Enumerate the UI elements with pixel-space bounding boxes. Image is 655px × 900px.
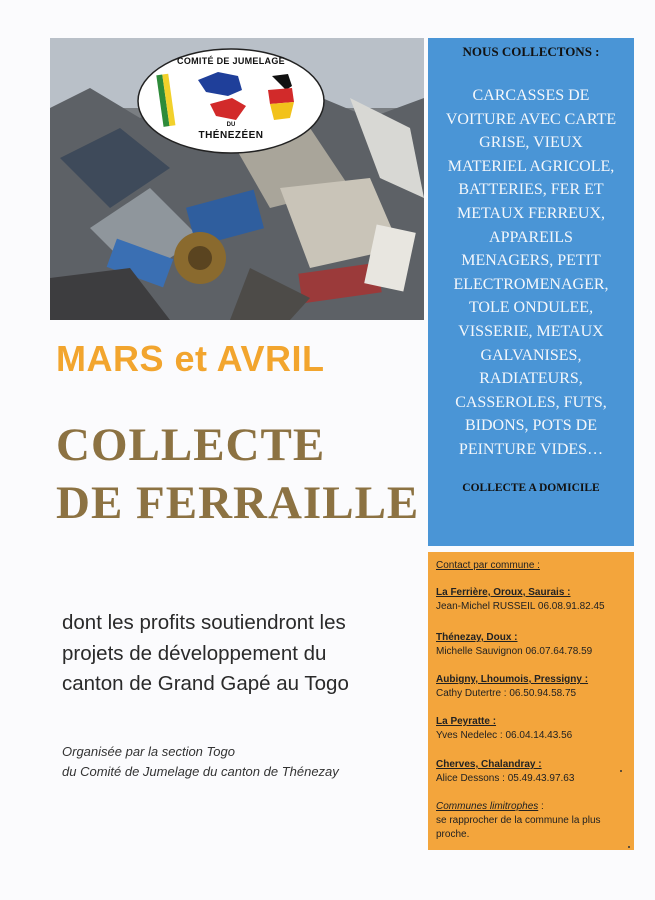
collect-items-box [428,38,634,546]
contact-person: Yves Nedelec : 06.04.14.43.56 [436,730,573,741]
collect-item: APPAREILS [489,228,573,246]
collect-item: VOITURE AVEC CARTE [445,110,617,128]
collect-item: RADIATEURS, [479,370,583,388]
collect-heading: NOUS COLLECTONS : [462,44,600,59]
contact-entry [436,673,632,701]
collect-item: BATTERIES, FER ET [458,181,604,199]
contact-communes: La Ferrière, Oroux, Saurais : [436,587,571,598]
speck-mark [620,770,622,772]
contact-communes: Thénezay, Doux : [436,632,518,643]
contact-entry [436,758,632,786]
description-line: dont les profits soutiendront les [62,611,346,634]
collect-item: CARCASSES DE [472,87,590,104]
speck-mark [628,846,630,848]
contact-person: Michelle Sauvignon 06.07.64.78.59 [436,646,593,657]
collect-item: ELECTROMENAGER, [453,275,609,293]
collect-item: GRISE, VIEUX [479,134,583,152]
title-line-2: DE FERRAILLE [56,477,420,529]
contact-communes: Cherves, Chalandray : [436,759,542,770]
contact-communes: La Peyratte : [436,716,497,727]
contacts-box [428,552,634,850]
logo-du-text: DU [226,122,236,128]
limitrophes-text: proche. [436,829,470,840]
limitrophes-colon: : [538,801,544,812]
months-heading: MARS et AVRIL [56,338,325,379]
collect-item: MENAGERS, PETIT [461,252,601,270]
collect-item: TOLE ONDULEE, [468,299,594,317]
contact-communes: Aubigny, Lhoumois, Pressigny : [436,674,589,685]
collect-item: MATERIEL AGRICOLE, [447,157,615,175]
organizer-note [62,742,424,782]
organizer-line: du Comité de Jumelage du canton de Thénezay [62,764,339,779]
description-line: projets de développement du [62,641,327,665]
organizer-line: Organisée par la section Togo [62,744,235,759]
collect-item: GALVANISES, [480,346,582,364]
contact-person: Cathy Dutertre : 06.50.94.58.75 [436,688,577,699]
logo-top-text: COMITÉ DE JUMELAGE [177,56,285,66]
contact-entry [436,586,632,614]
contact-person: Jean-Michel RUSSEIL 06.08.91.82.45 [436,601,605,612]
collect-items-list [432,84,630,462]
limitrophes-title: Communes limitrophes [436,801,539,812]
contacts-heading: Contact par commune : [436,560,540,571]
logo-name-text: THÉNEZÉEN [198,130,264,141]
collect-item: VISSERIE, METAUX [458,322,604,340]
limitrophes-entry [436,800,632,842]
collect-item: PEINTURE VIDES… [458,440,604,458]
collect-item: BIDONS, POTS DE [464,417,597,435]
collect-item: CASSEROLES, FUTS, [455,393,607,411]
collect-item: METAUX FERREUX, [456,204,606,222]
contact-entry [436,631,632,659]
comite-jumelage-logo [136,46,326,156]
contact-person: Alice Dessons : 05.49.43.97.63 [436,773,575,784]
title-line-1: COLLECTE [56,419,326,471]
contact-entry [436,715,632,743]
description [62,608,422,700]
description-line: canton de Grand Gapé au Togo [62,672,349,695]
collect-footer: COLLECTE A DOMICILE [462,482,600,494]
limitrophes-text: se rapprocher de la commune la plus [436,815,601,826]
